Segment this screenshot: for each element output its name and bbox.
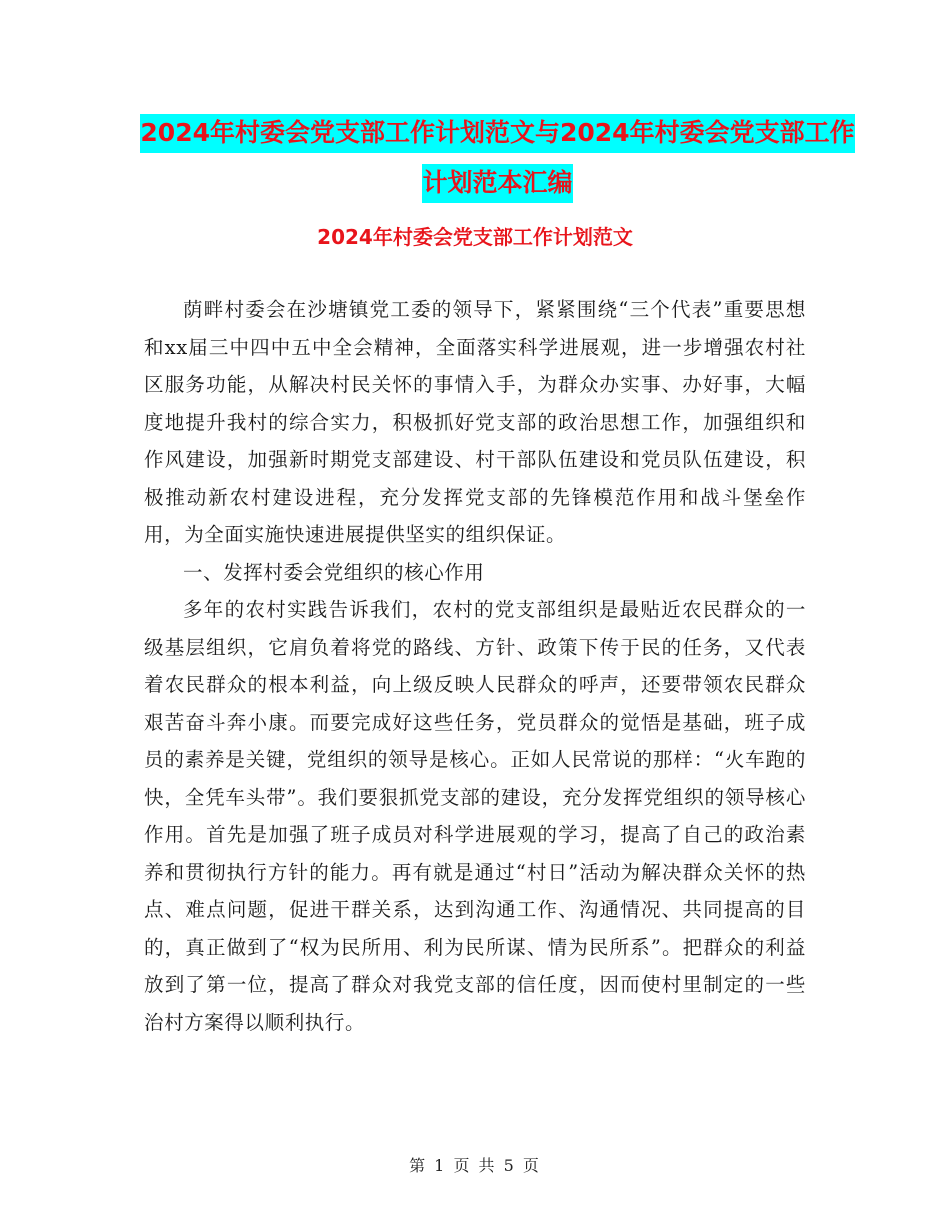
document-title-text: 2024年村委会党支部工作计划范文与2024年村委会党支部工作计划范本汇编: [140, 114, 854, 203]
document-title: [130, 108, 865, 208]
paragraph-heading-1: 一、发挥村委会党组织的核心作用: [183, 560, 485, 584]
page-footer: [0, 1153, 950, 1176]
section-title: 2024年村委会党支部工作计划范文: [317, 225, 633, 249]
document-body: [144, 291, 806, 1041]
paragraph-body-1: 多年的农村实践告诉我们，农村的党支部组织是最贴近农民群众的一级基层组织，它肩负着将党的路线、方针、政策下传于民的任务，又代表着农民群众的根本利益，向上级反映人民群众的呼声，还要带领农民群众艰苦奋斗奔小康。而要完成好这些任务，党员群众的觉悟是基础，班子成员的素养是关键，党组织的领导是核心。正如人民常说的那样：“火车跑的快，全凭车头带”。我们要狠抓党支部的建设，充分发挥党组织的领导核心作用。首先是加强了班子成员对科学进展观的学习，提高了自己的政治素养和贯彻执行方针的能力。再有就是通过“村日”活动为解决群众关怀的热点、难点问题，促进干群关系，达到沟通工作、沟通情况、共同提高的目的，真正做到了“权为民所用、利为民所谋、情为民所系”。把群众的利益放到了第一位，提高了群众对我党支部的信任度，因而使村里制定的一些治村方案得以顺利执行。: [144, 598, 806, 1034]
page-number-label: 第 1 页 共 5 页: [409, 1156, 541, 1175]
paragraph-intro: 荫畔村委会在沙塘镇党工委的领导下，紧紧围绕“三个代表”重要思想和xx届三中四中五中全会精神，全面落实科学进展观，进一步增强农村社区服务功能，从解决村民关怀的事情入手，为群众办实事、办好事，大幅度地提升我村的综合实力，积极抓好党支部的政治思想工作，加强组织和作风建设，加强新时期党支部建设、村干部队伍建设和党员队伍建设，积极推动新农村建设进程，充分发挥党支部的先锋模范作用和战斗堡垒作用，为全面实施快速进展提供坚实的组织保证。: [144, 298, 806, 546]
